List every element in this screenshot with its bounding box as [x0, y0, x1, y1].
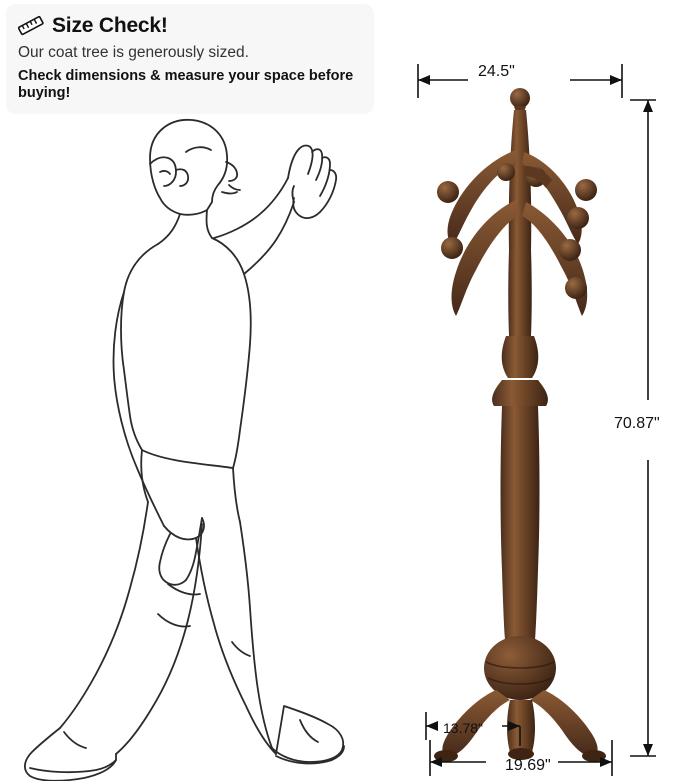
dimension-base-small: 13.78" — [443, 720, 484, 736]
size-check-title: Size Check! — [52, 14, 168, 37]
size-check-header — [18, 14, 362, 38]
dimension-base-wide: 19.69" — [505, 757, 551, 774]
dimension-total-height: 70.87" — [614, 415, 660, 432]
dimension-width-top: 24.5" — [478, 63, 515, 80]
size-check-emphasis: Check dimensions & measure your space before buying! — [18, 67, 354, 101]
ruler-icon — [18, 15, 44, 37]
person-scale-figure — [0, 86, 390, 781]
coat-tree-diagram — [390, 40, 679, 781]
size-check-subtitle: Our coat tree is generously sized. — [18, 44, 249, 61]
